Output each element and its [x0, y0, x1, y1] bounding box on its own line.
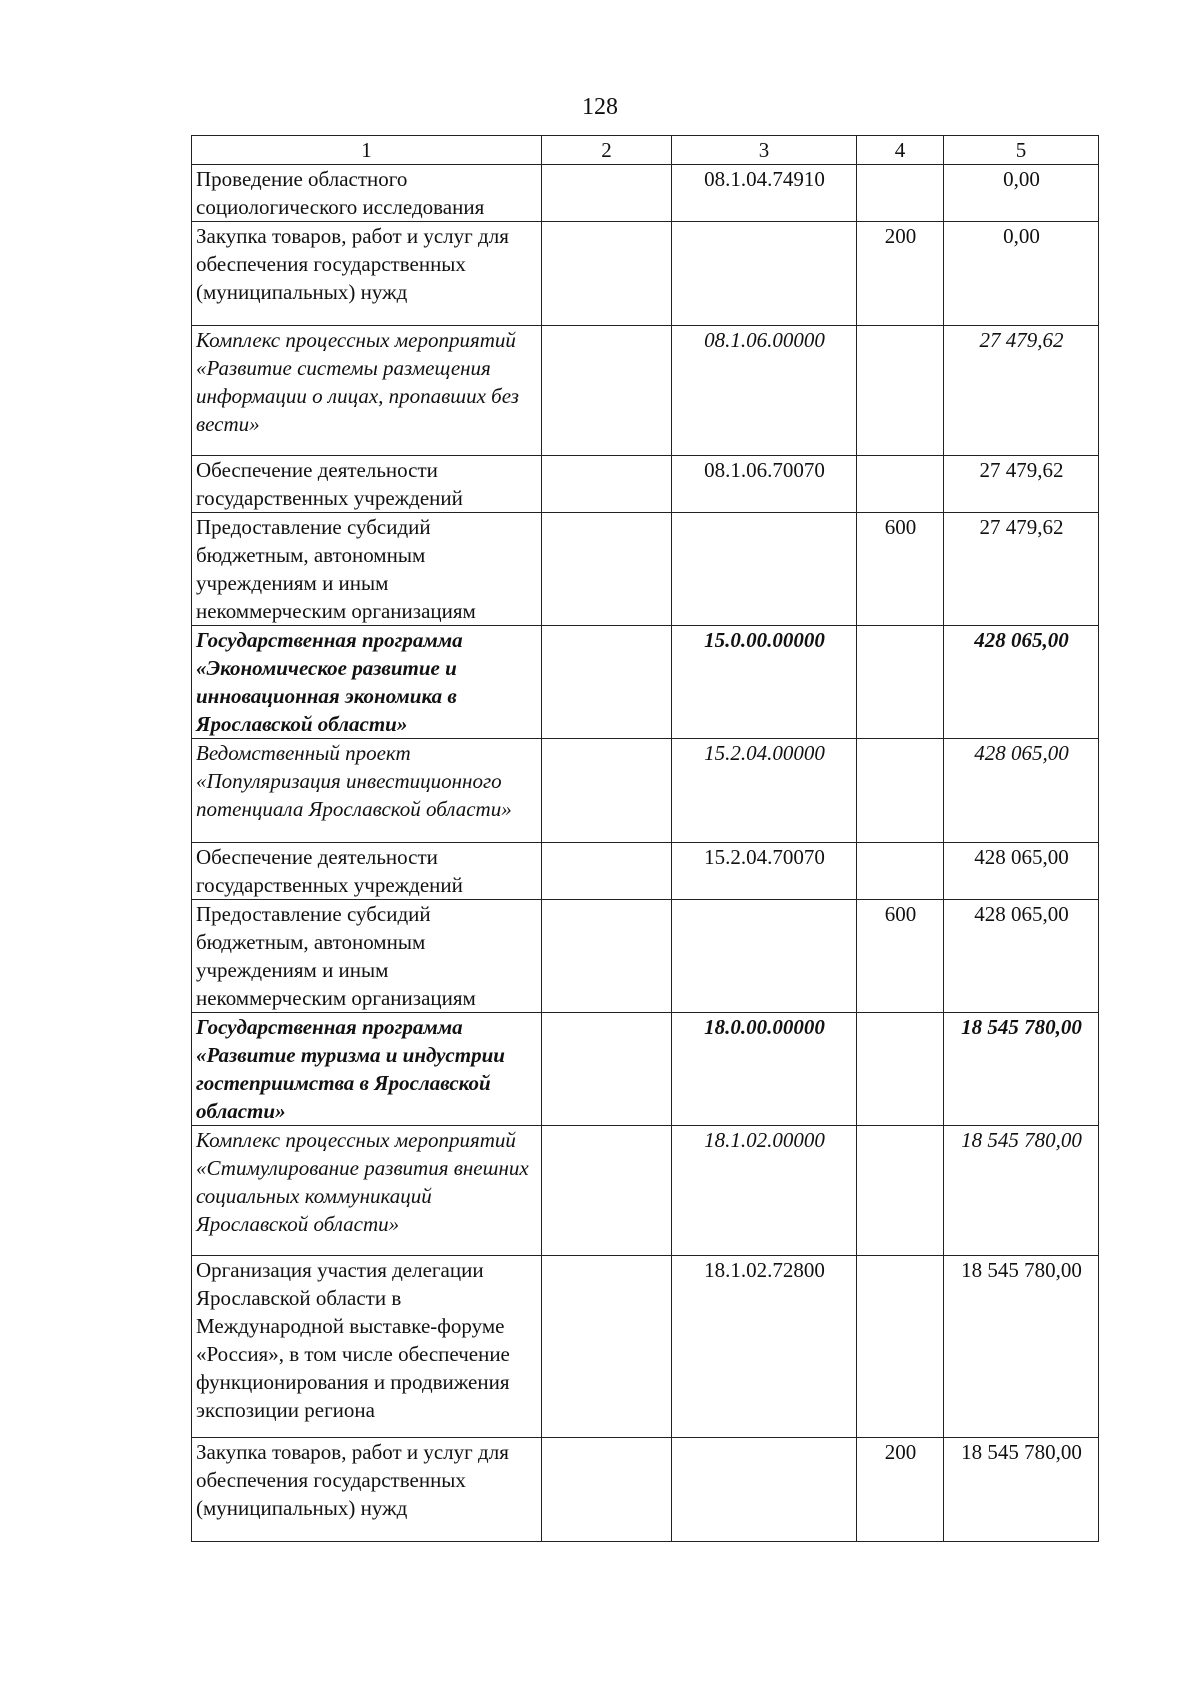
row-name-cell: Закупка товаров, работ и услуг для обеспечения государственных (муниципальных) нужд: [192, 1438, 542, 1542]
table-row: [192, 456, 1099, 513]
row-type-cell: [857, 739, 944, 843]
row-code-cell: 08.1.06.70070: [672, 456, 857, 513]
table-row: [192, 513, 1099, 626]
row-code-cell: 15.2.04.00000: [672, 739, 857, 843]
row-col2-cell: [542, 1013, 672, 1126]
row-amount-cell: 428 065,00: [944, 900, 1099, 1013]
row-amount-cell: 0,00: [944, 165, 1099, 222]
row-type-cell: [857, 626, 944, 739]
row-code-cell: 15.0.00.00000: [672, 626, 857, 739]
row-amount-cell: 27 479,62: [944, 456, 1099, 513]
row-name-cell: Закупка товаров, работ и услуг для обеспечения государственных (муниципальных) нужд: [192, 222, 542, 326]
row-col2-cell: [542, 739, 672, 843]
budget-table: [191, 135, 1099, 1542]
table-row: [192, 1013, 1099, 1126]
row-code-cell: 08.1.06.00000: [672, 326, 857, 456]
row-amount-cell: 0,00: [944, 222, 1099, 326]
row-col2-cell: [542, 900, 672, 1013]
table-row: [192, 1256, 1099, 1438]
table-row: [192, 222, 1099, 326]
row-col2-cell: [542, 626, 672, 739]
row-code-cell: [672, 222, 857, 326]
header-col-3: 3: [672, 136, 857, 165]
row-name-cell: Проведение областного социологического исследования: [192, 165, 542, 222]
row-type-cell: [857, 165, 944, 222]
row-col2-cell: [542, 1256, 672, 1438]
row-col2-cell: [542, 843, 672, 900]
row-amount-cell: 428 065,00: [944, 626, 1099, 739]
row-type-cell: [857, 326, 944, 456]
row-code-cell: 15.2.04.70070: [672, 843, 857, 900]
row-type-cell: [857, 1126, 944, 1256]
row-amount-cell: 428 065,00: [944, 739, 1099, 843]
header-col-4: 4: [857, 136, 944, 165]
row-amount-cell: 27 479,62: [944, 326, 1099, 456]
row-type-cell: 200: [857, 1438, 944, 1542]
table-row: [192, 1438, 1099, 1542]
page-number: 128: [582, 94, 618, 120]
row-name-cell: Ведомственный проект «Популяризация инвестиционного потенциала Ярославской области»: [192, 739, 542, 843]
row-code-cell: [672, 900, 857, 1013]
row-amount-cell: 428 065,00: [944, 843, 1099, 900]
row-name-cell: Предоставление субсидий бюджетным, автономным учреждениям и иным некоммерческим организациям: [192, 900, 542, 1013]
table-header-row: [192, 136, 1099, 165]
row-type-cell: 600: [857, 513, 944, 626]
row-col2-cell: [542, 1438, 672, 1542]
row-type-cell: [857, 1256, 944, 1438]
row-code-cell: [672, 1438, 857, 1542]
row-name-cell: Государственная программа «Экономическое развитие и инновационная экономика в Ярославской области»: [192, 626, 542, 739]
row-type-cell: [857, 1013, 944, 1126]
table-row: [192, 900, 1099, 1013]
table-row: [192, 326, 1099, 456]
row-name-cell: Обеспечение деятельности государственных учреждений: [192, 456, 542, 513]
table-row: [192, 626, 1099, 739]
row-col2-cell: [542, 513, 672, 626]
table-row: [192, 165, 1099, 222]
table-body: [192, 165, 1099, 1542]
row-code-cell: 18.1.02.72800: [672, 1256, 857, 1438]
table-row: [192, 843, 1099, 900]
header-col-1: 1: [192, 136, 542, 165]
row-amount-cell: 18 545 780,00: [944, 1438, 1099, 1542]
row-code-cell: [672, 513, 857, 626]
header-col-2: 2: [542, 136, 672, 165]
row-amount-cell: 27 479,62: [944, 513, 1099, 626]
row-col2-cell: [542, 222, 672, 326]
row-code-cell: 18.0.00.00000: [672, 1013, 857, 1126]
row-name-cell: Обеспечение деятельности государственных учреждений: [192, 843, 542, 900]
row-type-cell: [857, 456, 944, 513]
row-name-cell: Комплекс процессных мероприятий «Стимулирование развития внешних социальных коммуникаций Ярославской области»: [192, 1126, 542, 1256]
row-col2-cell: [542, 165, 672, 222]
table-row: [192, 739, 1099, 843]
row-amount-cell: 18 545 780,00: [944, 1126, 1099, 1256]
table-row: [192, 1126, 1099, 1256]
row-type-cell: 600: [857, 900, 944, 1013]
row-name-cell: Организация участия делегации Ярославской области в Международной выставке-форуме «Россия», в том числе обеспечение функционирования и продвижения экспозиции региона: [192, 1256, 542, 1438]
row-amount-cell: 18 545 780,00: [944, 1256, 1099, 1438]
row-code-cell: 08.1.04.74910: [672, 165, 857, 222]
row-col2-cell: [542, 1126, 672, 1256]
row-amount-cell: 18 545 780,00: [944, 1013, 1099, 1126]
row-name-cell: Комплекс процессных мероприятий «Развитие системы размещения информации о лицах, пропавших без вести»: [192, 326, 542, 456]
row-name-cell: Государственная программа «Развитие туризма и индустрии гостеприимства в Ярославской области»: [192, 1013, 542, 1126]
row-col2-cell: [542, 326, 672, 456]
row-type-cell: 200: [857, 222, 944, 326]
header-col-5: 5: [944, 136, 1099, 165]
row-col2-cell: [542, 456, 672, 513]
row-name-cell: Предоставление субсидий бюджетным, автономным учреждениям и иным некоммерческим организациям: [192, 513, 542, 626]
row-type-cell: [857, 843, 944, 900]
row-code-cell: 18.1.02.00000: [672, 1126, 857, 1256]
